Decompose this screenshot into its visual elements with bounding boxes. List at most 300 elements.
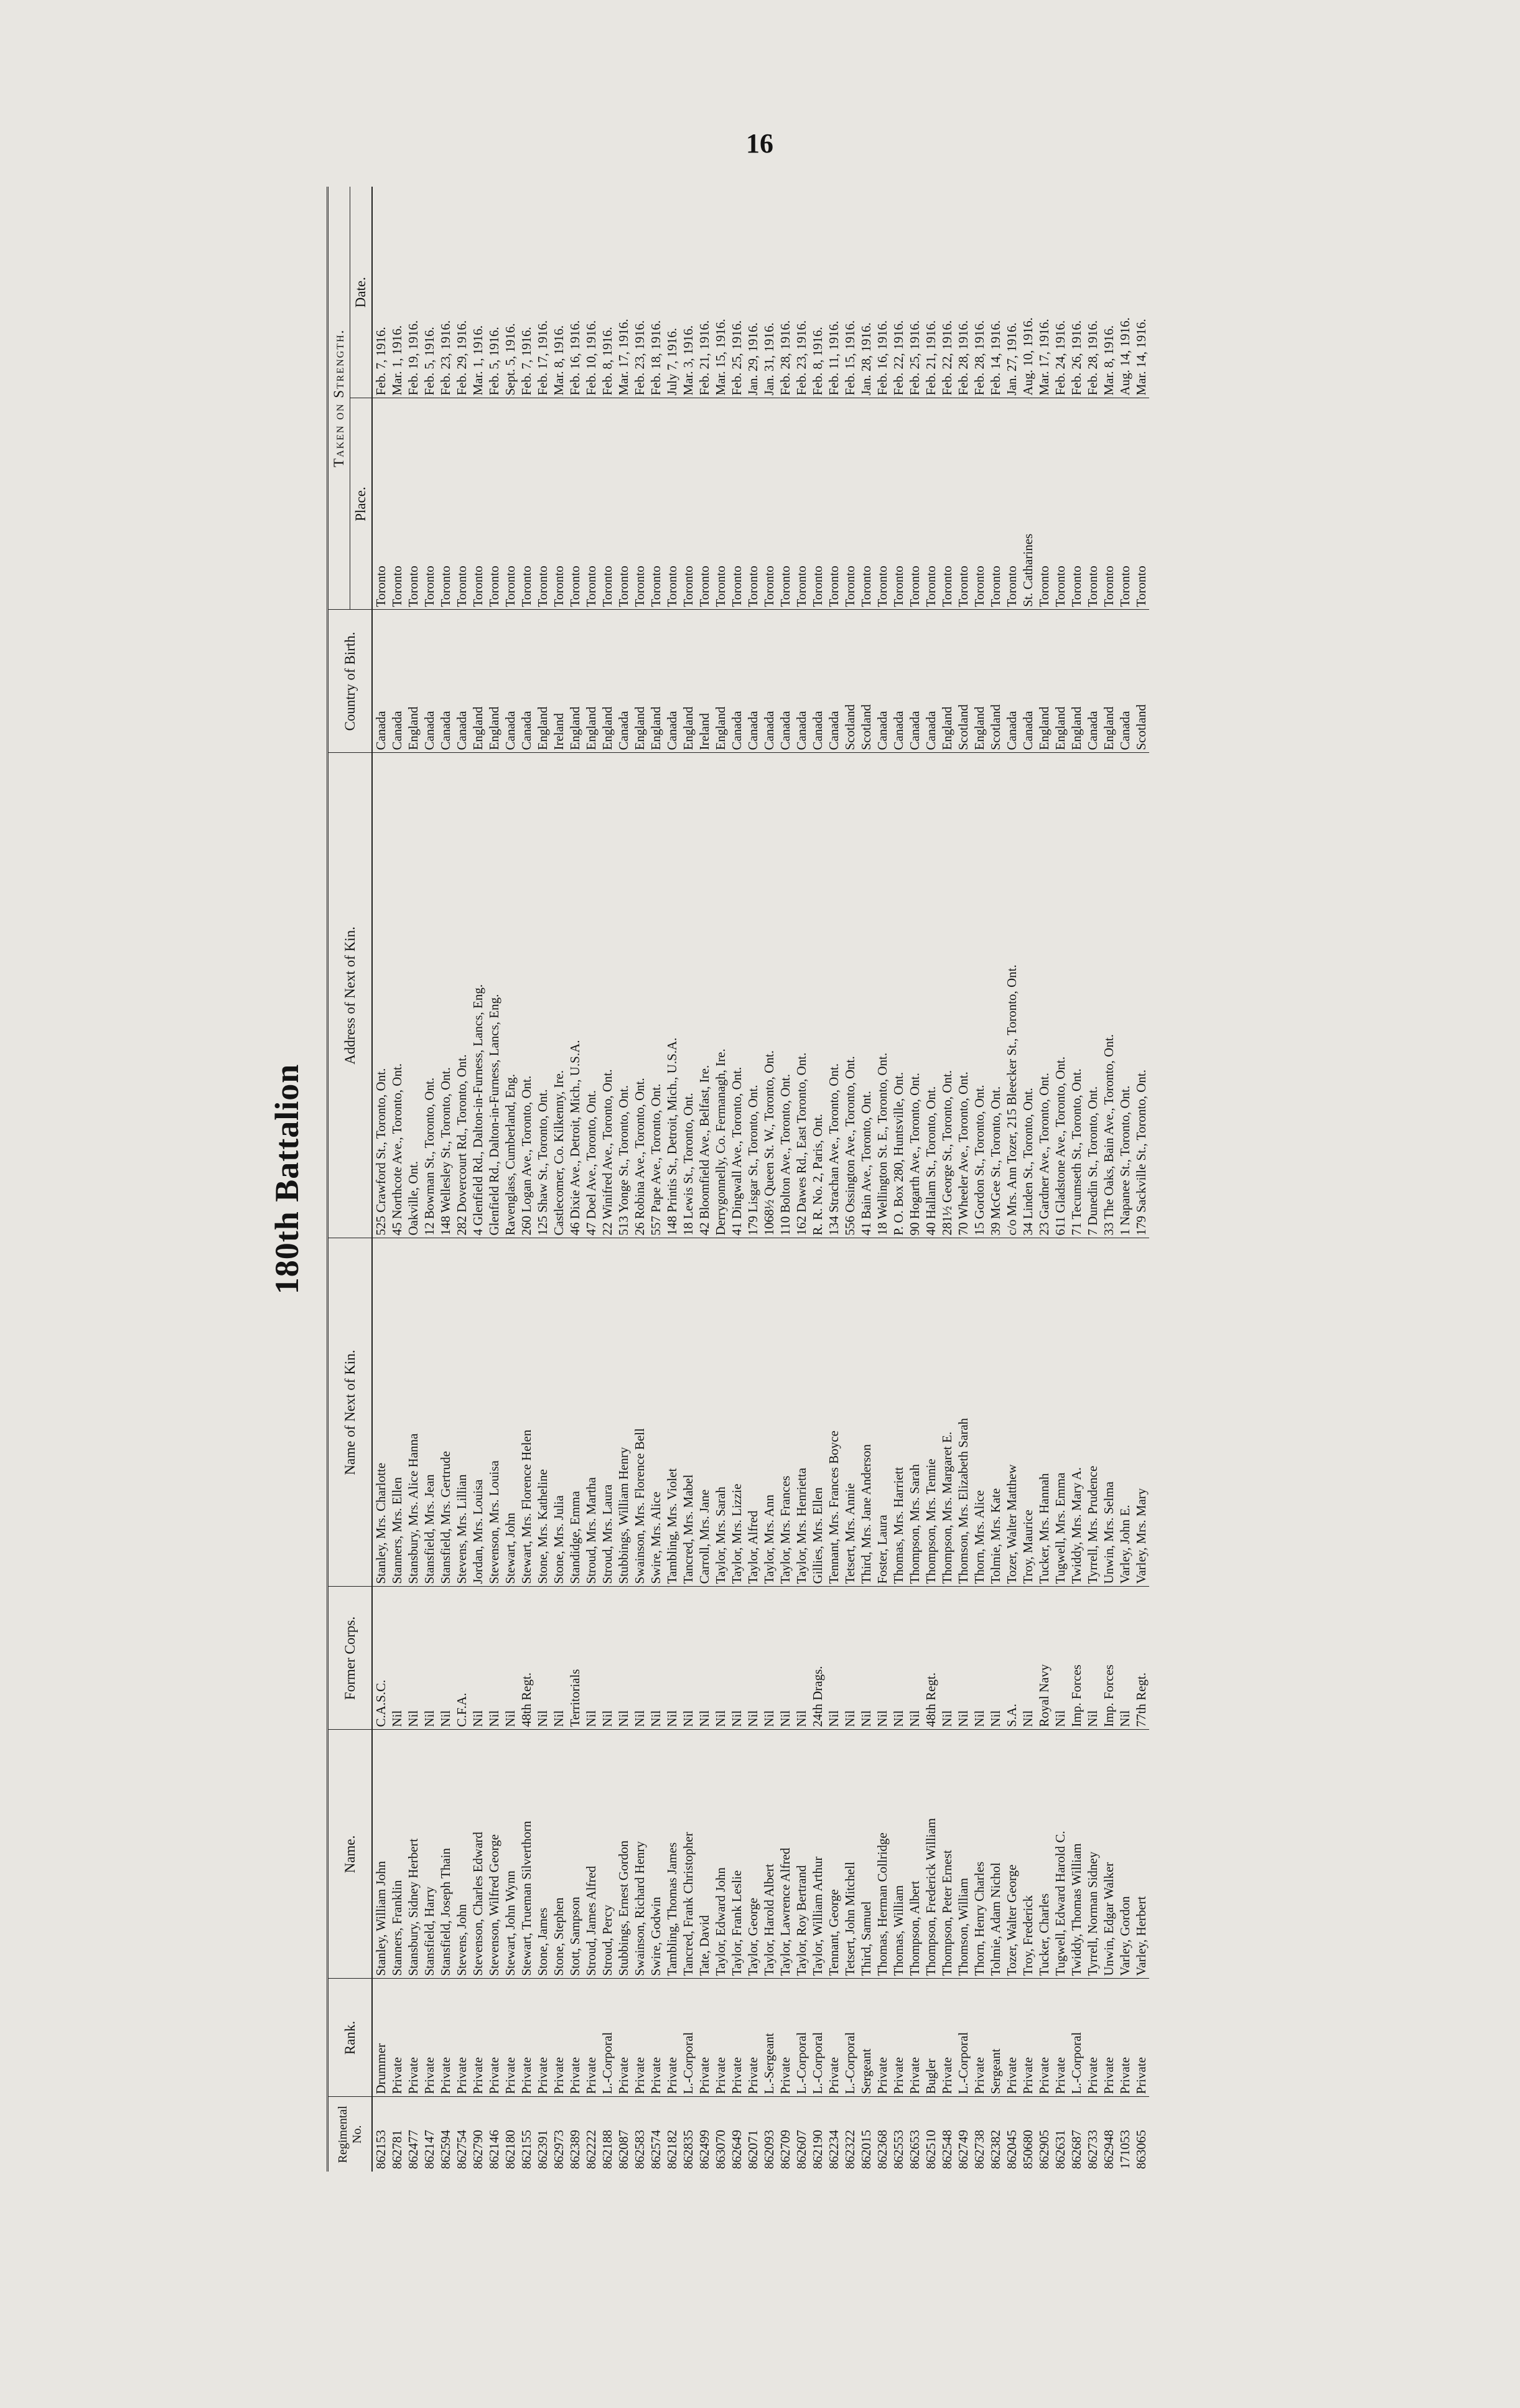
cell-country: Canada	[809, 610, 826, 753]
cell-former-corps: C.A.S.C.	[372, 1587, 389, 1730]
cell-former-corps: S.A.	[1004, 1587, 1020, 1730]
cell-date: Feb. 23, 1916.	[438, 320, 453, 396]
cell-name: Stott, Sampson	[567, 1730, 583, 1979]
cell-regimental-no: 862510	[923, 2097, 939, 2172]
cell-date: Jan. 27, 1916.	[1004, 322, 1019, 396]
cell-name: Stansfield, Harry	[421, 1730, 437, 1979]
table-row	[421, 187, 437, 2172]
table-row	[987, 187, 1004, 2172]
cell-name: Third, Samuel	[858, 1730, 874, 1979]
cell-name: Stansbury, Sidney Herbert	[405, 1730, 421, 1979]
cell-rank: Private	[470, 1979, 486, 2097]
cell-former-corps: Nil	[437, 1587, 454, 1730]
cell-rank: Private	[1020, 1979, 1036, 2097]
cell-place: Toronto	[907, 398, 923, 610]
cell-rank: Private	[826, 1979, 842, 2097]
cell-former-corps: Nil	[842, 1587, 858, 1730]
header-former-corps: Former Corps.	[328, 1587, 373, 1730]
cell-country: England	[534, 610, 551, 753]
cell-address: 282 Dovercourt Rd., Toronto, Ont.	[454, 753, 470, 1238]
cell-address: 41 Dingwall Ave., Toronto, Ont.	[729, 753, 745, 1238]
cell-address: 23 Gardner Ave., Toronto, Ont.	[1036, 753, 1052, 1238]
cell-next-of-kin: Stansfield, Mrs. Gertrude	[437, 1238, 454, 1587]
cell-date: Sept. 5, 1916.	[503, 323, 518, 396]
cell-rank: L.-Corporal	[793, 1979, 809, 2097]
header-country: Country of Birth.	[328, 610, 373, 753]
cell-regimental-no: 862948	[1101, 2097, 1117, 2172]
cell-address: 18 Wellington St. E., Toronto, Ont.	[874, 753, 890, 1238]
cell-country: Scotland	[955, 610, 971, 753]
cell-country: England	[486, 610, 502, 753]
cell-address: 45 Northcote Ave., Toronto, Ont.	[389, 753, 405, 1238]
table-row	[1068, 187, 1084, 2172]
cell-next-of-kin: Foster, Laura	[874, 1238, 890, 1587]
cell-place: Toronto	[680, 398, 696, 610]
cell-regimental-no: 862687	[1068, 2097, 1084, 2172]
cell-regimental-no: 862499	[696, 2097, 712, 2172]
cell-date: Jan. 29, 1916.	[745, 322, 760, 396]
cell-country: Scotland	[858, 610, 874, 753]
header-next-of-kin: Name of Next of Kin.	[328, 1238, 373, 1587]
cell-country: England	[680, 610, 696, 753]
cell-place: Toronto	[890, 398, 907, 610]
cell-name: Taylor, Harold Albert	[761, 1730, 777, 1979]
table-row	[923, 187, 939, 2172]
cell-address: 260 Logan Ave., Toronto, Ont.	[518, 753, 534, 1238]
cell-place: Toronto	[632, 398, 648, 610]
page-number: 16	[746, 128, 773, 159]
cell-next-of-kin: Thomas, Mrs. Harriett	[890, 1238, 907, 1587]
cell-regimental-no: 862749	[955, 2097, 971, 2172]
cell-next-of-kin: Stone, Mrs. Julia	[551, 1238, 567, 1587]
cell-former-corps: Nil	[712, 1587, 729, 1730]
cell-name: Taylor, William Arthur	[809, 1730, 826, 1979]
table-row	[405, 187, 421, 2172]
cell-place: Toronto	[729, 398, 745, 610]
cell-rank: L.-Sergeant	[761, 1979, 777, 2097]
cell-regimental-no: 862548	[939, 2097, 955, 2172]
cell-former-corps: Nil	[421, 1587, 437, 1730]
cell-former-corps: Nil	[696, 1587, 712, 1730]
table-row	[761, 187, 777, 2172]
cell-date: Mar. 17, 1916.	[616, 319, 631, 396]
cell-place: Toronto	[858, 398, 874, 610]
cell-rank: Private	[405, 1979, 421, 2097]
cell-former-corps: Nil	[745, 1587, 761, 1730]
cell-next-of-kin: Stanners, Mrs. Ellen	[389, 1238, 405, 1587]
table-row	[955, 187, 971, 2172]
cell-country: England	[1068, 610, 1084, 753]
cell-former-corps: Royal Navy	[1036, 1587, 1052, 1730]
cell-address: 15 Gordon St., Toronto, Ont.	[971, 753, 987, 1238]
cell-name: Tucker, Charles	[1036, 1730, 1052, 1979]
cell-country: Canada	[372, 610, 389, 753]
cell-next-of-kin: Stubbings, William Henry	[615, 1238, 632, 1587]
cell-date: Feb. 24, 1916.	[1053, 320, 1068, 396]
cell-name: Thomas, Herman Collridge	[874, 1730, 890, 1979]
cell-date: Feb. 25, 1916.	[729, 320, 744, 396]
cell-place: Toronto	[648, 398, 664, 610]
cell-date: Feb. 10, 1916.	[584, 320, 599, 396]
cell-country: England	[599, 610, 615, 753]
cell-former-corps: Nil	[615, 1587, 632, 1730]
cell-former-corps: Nil	[971, 1587, 987, 1730]
cell-address: 22 Winifred Ave., Toronto, Ont.	[599, 753, 615, 1238]
table-row	[1101, 187, 1117, 2172]
cell-rank: Private	[1036, 1979, 1052, 2097]
cell-rank: Private	[518, 1979, 534, 2097]
cell-date: Feb. 8, 1916.	[600, 327, 615, 396]
cell-address: Castlecomer, Co. Kilkenny, Ire.	[551, 753, 567, 1238]
cell-date: Mar. 8, 1916.	[1101, 325, 1116, 396]
cell-country: Canada	[923, 610, 939, 753]
cell-address: 70 Wheeler Ave., Toronto, Ont.	[955, 753, 971, 1238]
table-row	[454, 187, 470, 2172]
cell-address: 40 Hallam St., Toronto, Ont.	[923, 753, 939, 1238]
cell-address: 556 Ossington Ave., Toronto, Ont.	[842, 753, 858, 1238]
cell-date: Jan. 31, 1916.	[762, 322, 776, 396]
cell-former-corps: Nil	[1052, 1587, 1068, 1730]
cell-regimental-no: 862087	[615, 2097, 632, 2172]
cell-next-of-kin: Stroud, Mrs. Laura	[599, 1238, 615, 1587]
cell-place: Toronto	[777, 398, 793, 610]
cell-date: Feb. 29, 1916.	[454, 320, 469, 396]
cell-country: England	[971, 610, 987, 753]
cell-address: 41 Bain Ave., Toronto, Ont.	[858, 753, 874, 1238]
table-row	[648, 187, 664, 2172]
cell-place: Toronto	[372, 398, 389, 610]
cell-date: Feb. 11, 1916.	[826, 320, 841, 396]
cell-regimental-no: 862905	[1036, 2097, 1052, 2172]
cell-next-of-kin: Swainson, Mrs. Florence Bell	[632, 1238, 648, 1587]
header-name: Name.	[328, 1730, 373, 1979]
table-row	[632, 187, 648, 2172]
cell-regimental-no: 862391	[534, 2097, 551, 2172]
page-title: 180th Battalion	[268, 1063, 305, 1295]
cell-address: 148 Wellesley St., Toronto, Ont.	[437, 753, 454, 1238]
cell-former-corps: Nil	[874, 1587, 890, 1730]
cell-name: Thomas, William	[890, 1730, 907, 1979]
cell-next-of-kin: Carroll, Mrs. Jane	[696, 1238, 712, 1587]
cell-country: Scotland	[1133, 610, 1149, 753]
cell-regimental-no: 862322	[842, 2097, 858, 2172]
cell-place: Toronto	[389, 398, 405, 610]
cell-date: Feb. 5, 1916.	[422, 327, 437, 396]
cell-regimental-no: 862709	[777, 2097, 793, 2172]
table-row	[518, 187, 534, 2172]
cell-former-corps: Territorials	[567, 1587, 583, 1730]
table-row	[470, 187, 486, 2172]
cell-country: Canada	[421, 610, 437, 753]
cell-next-of-kin: Stewart, John	[502, 1238, 518, 1587]
cell-regimental-no: 862234	[826, 2097, 842, 2172]
cell-next-of-kin: Taylor, Mrs. Ann	[761, 1238, 777, 1587]
cell-date: Mar. 8, 1916.	[551, 325, 566, 396]
cell-former-corps: 48th Regt.	[518, 1587, 534, 1730]
cell-address: 110 Bolton Ave., Toronto, Ont.	[777, 753, 793, 1238]
cell-place: Toronto	[421, 398, 437, 610]
cell-name: Swainson, Richard Henry	[632, 1730, 648, 1979]
cell-regimental-no: 862649	[729, 2097, 745, 2172]
cell-regimental-no: 862153	[372, 2097, 389, 2172]
table-row	[793, 187, 809, 2172]
cell-next-of-kin: Taylor, Mrs. Henrietta	[793, 1238, 809, 1587]
cell-place: Toronto	[502, 398, 518, 610]
cell-address: 47 Doel Ave., Toronto, Ont.	[583, 753, 599, 1238]
cell-country: England	[1101, 610, 1117, 753]
cell-next-of-kin: Stone, Mrs. Katheline	[534, 1238, 551, 1587]
cell-name: Taylor, Edward John	[712, 1730, 729, 1979]
cell-name: Tyrrell, Norman Sidney	[1084, 1730, 1101, 1979]
cell-address: 525 Crawford St., Toronto, Ont.	[372, 753, 389, 1238]
cell-rank: Private	[1117, 1979, 1133, 2097]
cell-place: St. Catharines	[1020, 398, 1036, 610]
cell-date: Mar. 1, 1916.	[389, 325, 404, 396]
cell-address: 33 The Oaks, Bain Ave., Toronto, Ont.	[1101, 753, 1117, 1238]
cell-country: Canada	[389, 610, 405, 753]
cell-name: Taylor, Roy Bertrand	[793, 1730, 809, 1979]
cell-name: Tugwell, Edward Harold C.	[1052, 1730, 1068, 1979]
cell-country: Canada	[890, 610, 907, 753]
cell-next-of-kin: Troy, Maurice	[1020, 1238, 1036, 1587]
cell-date: Feb. 5, 1916.	[487, 327, 501, 396]
table-row	[890, 187, 907, 2172]
cell-place: Toronto	[1084, 398, 1101, 610]
cell-date: Feb. 15, 1916.	[842, 320, 857, 396]
cell-former-corps: Nil	[632, 1587, 648, 1730]
cell-place: Toronto	[567, 398, 583, 610]
cell-place: Toronto	[470, 398, 486, 610]
cell-name: Stroud, James Alfred	[583, 1730, 599, 1979]
cell-place: Toronto	[1068, 398, 1084, 610]
cell-regimental-no: 862093	[761, 2097, 777, 2172]
cell-date: Feb. 28, 1916.	[1085, 320, 1100, 396]
cell-address: 611 Gladstone Ave., Toronto, Ont.	[1052, 753, 1068, 1238]
cell-next-of-kin: Tucker, Mrs. Hannah	[1036, 1238, 1052, 1587]
cell-next-of-kin: Taylor, Mrs. Lizzie	[729, 1238, 745, 1587]
cell-name: Unwin, Edgar Walker	[1101, 1730, 1117, 1979]
cell-date: Feb. 26, 1916.	[1069, 320, 1084, 396]
cell-name: Stone, James	[534, 1730, 551, 1979]
cell-place: Toronto	[1101, 398, 1117, 610]
cell-address: 46 Dixie Ave., Detroit, Mich., U.S.A.	[567, 753, 583, 1238]
cell-next-of-kin: Tetsert, Mrs. Annie	[842, 1238, 858, 1587]
table-row	[729, 187, 745, 2172]
cell-name: Stanners, Franklin	[389, 1730, 405, 1979]
cell-address: 71 Tecumseth St., Toronto, Ont.	[1068, 753, 1084, 1238]
header-address: Address of Next of Kin.	[328, 753, 373, 1238]
cell-former-corps: Nil	[777, 1587, 793, 1730]
cell-address: 18 Lewis St., Toronto, Ont.	[680, 753, 696, 1238]
cell-date: Feb. 21, 1916.	[697, 320, 712, 396]
cell-former-corps: Nil	[858, 1587, 874, 1730]
cell-regimental-no: 862190	[809, 2097, 826, 2172]
cell-name: Tambling, Thomas James	[664, 1730, 680, 1979]
cell-address: 12 Bowman St., Toronto, Ont.	[421, 753, 437, 1238]
cell-rank: Private	[777, 1979, 793, 2097]
cell-rank: L.-Corporal	[842, 1979, 858, 2097]
cell-next-of-kin: Gillies, Mrs. Ellen	[809, 1238, 826, 1587]
cell-date: Feb. 17, 1916.	[535, 320, 550, 396]
header-rank: Rank.	[328, 1979, 373, 2097]
cell-date: Feb. 7, 1916.	[373, 327, 388, 396]
nominal-roll-table	[327, 187, 1149, 2172]
cell-address: 281½ George St., Toronto, Ont.	[939, 753, 955, 1238]
cell-regimental-no: 862015	[858, 2097, 874, 2172]
cell-rank: L.-Corporal	[955, 1979, 971, 2097]
cell-country: Canada	[745, 610, 761, 753]
cell-address: Ravenglass, Cumberland, Eng.	[502, 753, 518, 1238]
cell-address: 26 Robina Ave., Toronto, Ont.	[632, 753, 648, 1238]
cell-former-corps: C.F.A.	[454, 1587, 470, 1730]
cell-place: Toronto	[437, 398, 454, 610]
cell-rank: Bugler	[923, 1979, 939, 2097]
cell-next-of-kin: Tyrrell, Mrs. Prudence	[1084, 1238, 1101, 1587]
cell-address: 162 Dawes Rd., East Toronto, Ont.	[793, 753, 809, 1238]
cell-former-corps: Nil	[1020, 1587, 1036, 1730]
cell-former-corps: Nil	[1117, 1587, 1133, 1730]
cell-date: Mar. 15, 1916.	[713, 319, 728, 396]
cell-date: Feb. 16, 1916.	[875, 320, 890, 396]
cell-date: Feb. 23, 1916.	[794, 320, 809, 396]
cell-next-of-kin: Stroud, Mrs. Martha	[583, 1238, 599, 1587]
cell-rank: Private	[534, 1979, 551, 2097]
table-row	[615, 187, 632, 2172]
cell-country: Canada	[874, 610, 890, 753]
cell-regimental-no: 862583	[632, 2097, 648, 2172]
cell-next-of-kin: Tugwell, Mrs. Emma	[1052, 1238, 1068, 1587]
cell-date: Feb. 8, 1916.	[810, 327, 825, 396]
cell-former-corps: Nil	[680, 1587, 696, 1730]
cell-country: Canada	[1084, 610, 1101, 753]
cell-place: Toronto	[1052, 398, 1068, 610]
table-row	[777, 187, 793, 2172]
cell-date: Mar. 1, 1916.	[470, 325, 485, 396]
cell-rank: L.-Corporal	[809, 1979, 826, 2097]
cell-rank: Private	[632, 1979, 648, 2097]
table-row	[971, 187, 987, 2172]
cell-country: Ireland	[551, 610, 567, 753]
cell-name: Thompson, Peter Ernest	[939, 1730, 955, 1979]
cell-rank: Drummer	[372, 1979, 389, 2097]
table-row	[389, 187, 405, 2172]
table-row	[696, 187, 712, 2172]
cell-rank: Private	[551, 1979, 567, 2097]
cell-regimental-no: 862574	[648, 2097, 664, 2172]
table-row	[745, 187, 761, 2172]
cell-country: Canada	[615, 610, 632, 753]
header-place: Place.	[350, 398, 373, 610]
cell-country: England	[648, 610, 664, 753]
cell-regimental-no: 862180	[502, 2097, 518, 2172]
cell-regimental-no: 862738	[971, 2097, 987, 2172]
cell-place: Toronto	[583, 398, 599, 610]
cell-rank: Private	[664, 1979, 680, 2097]
cell-place: Toronto	[1004, 398, 1020, 610]
cell-date: Feb. 14, 1916.	[988, 320, 1003, 396]
table-row	[372, 187, 389, 2172]
cell-date: Mar. 17, 1916.	[1037, 319, 1051, 396]
cell-former-corps: Nil	[826, 1587, 842, 1730]
cell-next-of-kin: Thorn, Mrs. Alice	[971, 1238, 987, 1587]
header-taken-on-strength: Taken on Strength.	[328, 187, 350, 610]
table-row	[664, 187, 680, 2172]
cell-rank: Private	[1052, 1979, 1068, 2097]
table-row	[809, 187, 826, 2172]
cell-date: Jan. 28, 1916.	[859, 322, 874, 396]
cell-date: Feb. 16, 1916.	[567, 320, 582, 396]
cell-rank: Private	[389, 1979, 405, 2097]
cell-name: Tozer, Walter George	[1004, 1730, 1020, 1979]
cell-rank: Private	[454, 1979, 470, 2097]
cell-regimental-no: 171053	[1117, 2097, 1133, 2172]
cell-former-corps: Nil	[664, 1587, 680, 1730]
cell-country: Canada	[1004, 610, 1020, 753]
cell-place: Toronto	[454, 398, 470, 610]
cell-next-of-kin: Tambling, Mrs. Violet	[664, 1238, 680, 1587]
cell-date: July 7, 1916.	[664, 327, 679, 396]
cell-former-corps: Nil	[599, 1587, 615, 1730]
table-row	[874, 187, 890, 2172]
cell-address: 513 Yonge St., Toronto, Ont.	[615, 753, 632, 1238]
cell-country: Canada	[437, 610, 454, 753]
cell-address: 4 Glenfield Rd., Dalton-in-Furness, Lancs, Eng.	[470, 753, 486, 1238]
cell-regimental-no: 863065	[1133, 2097, 1149, 2172]
cell-former-corps: Nil	[534, 1587, 551, 1730]
cell-country: England	[1036, 610, 1052, 753]
cell-former-corps: Nil	[955, 1587, 971, 1730]
cell-rank: Private	[583, 1979, 599, 2097]
cell-regimental-no: 862835	[680, 2097, 696, 2172]
cell-regimental-no: 862790	[470, 2097, 486, 2172]
cell-name: Tate, David	[696, 1730, 712, 1979]
table-row	[567, 187, 583, 2172]
cell-date: Feb. 22, 1916.	[940, 320, 954, 396]
table-row	[437, 187, 454, 2172]
cell-former-corps: 48th Regt.	[923, 1587, 939, 1730]
cell-next-of-kin: Tolmie, Mrs. Kate	[987, 1238, 1004, 1587]
cell-date: Feb. 28, 1916.	[956, 320, 971, 396]
cell-date: Feb. 28, 1916.	[972, 320, 987, 396]
cell-former-corps: Nil	[486, 1587, 502, 1730]
cell-name: Tennant, George	[826, 1730, 842, 1979]
cell-regimental-no: 862182	[664, 2097, 680, 2172]
cell-next-of-kin: Stewart, Mrs. Florence Helen	[518, 1238, 534, 1587]
table-row	[599, 187, 615, 2172]
cell-rank: Private	[1004, 1979, 1020, 2097]
cell-former-corps: Imp. Forces	[1101, 1587, 1117, 1730]
cell-name: Taylor, Lawrence Alfred	[777, 1730, 793, 1979]
cell-address: 7 Dunedin St., Toronto, Ont.	[1084, 753, 1101, 1238]
cell-regimental-no: 862754	[454, 2097, 470, 2172]
cell-country: Canada	[1020, 610, 1036, 753]
cell-address: 148 Printis St., Detroit, Mich., U.S.A.	[664, 753, 680, 1238]
table-row	[583, 187, 599, 2172]
table-row	[858, 187, 874, 2172]
cell-former-corps: Nil	[470, 1587, 486, 1730]
cell-next-of-kin: Stevens, Mrs. Lillian	[454, 1238, 470, 1587]
cell-name: Stewart, Trueman Silverthorn	[518, 1730, 534, 1979]
cell-place: Toronto	[599, 398, 615, 610]
cell-regimental-no: 862382	[987, 2097, 1004, 2172]
cell-place: Toronto	[971, 398, 987, 610]
cell-regimental-no: 863070	[712, 2097, 729, 2172]
table-row	[712, 187, 729, 2172]
cell-regimental-no: 862389	[567, 2097, 583, 2172]
cell-name: Stevenson, Wilfred George	[486, 1730, 502, 1979]
cell-next-of-kin: Jordan, Mrs. Louisa	[470, 1238, 486, 1587]
cell-former-corps: 24th Drags.	[809, 1587, 826, 1730]
